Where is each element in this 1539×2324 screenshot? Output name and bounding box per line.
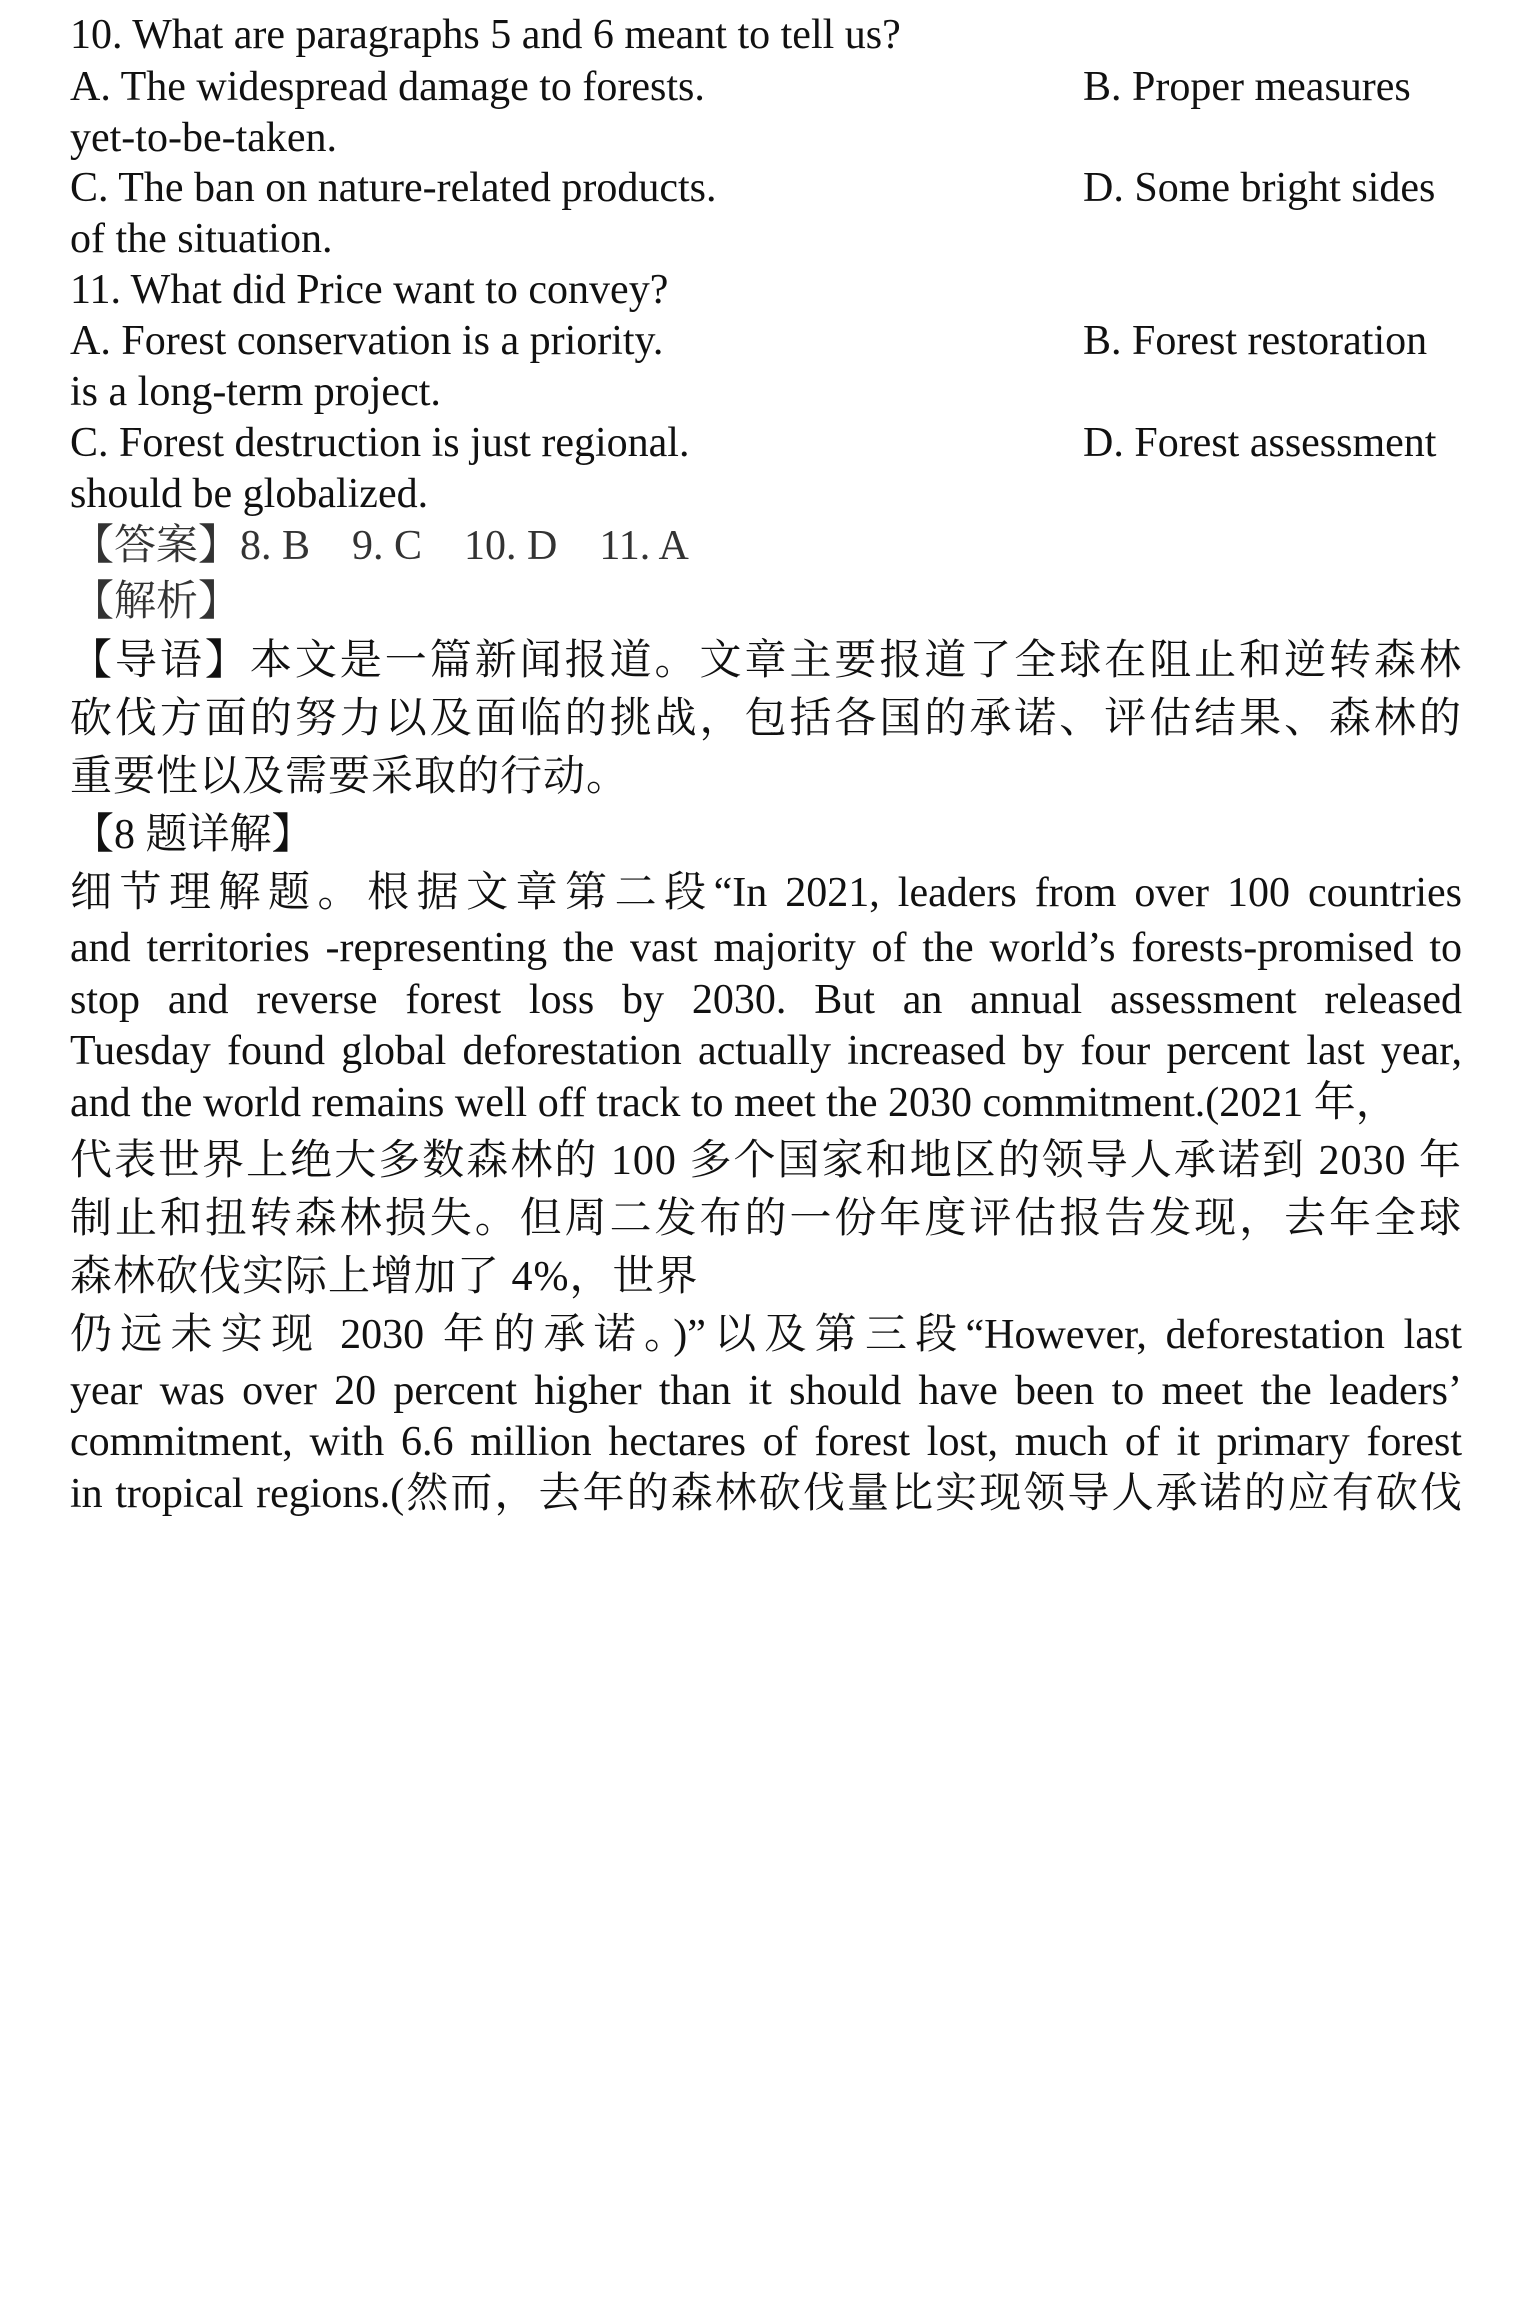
- question-10-option-a: A. The widespread damage to forests.: [70, 64, 705, 110]
- q8-line-8: 森林砍伐实际上增加了 4%，世界: [70, 1254, 699, 1300]
- question-11-option-d: D. Forest assessment: [1083, 420, 1437, 466]
- question-11-option-b-continued: is a long-term project.: [70, 369, 441, 415]
- q8-line-5: and the world remains well off track to meet the 2030 commitment.(2021 年，: [70, 1080, 1398, 1126]
- question-11-option-b: B. Forest restoration: [1083, 318, 1428, 364]
- q8-line-11: commitment, with 6.6 million hectares of forest lost, much of it primary forest: [70, 1419, 1462, 1465]
- question-8-label: 【8 题详解】: [72, 812, 314, 858]
- q8-line-3: stop and reverse forest loss by 2030. But an annual assessment released: [70, 977, 1462, 1023]
- question-11-option-a: A. Forest conservation is a priority.: [70, 318, 664, 364]
- intro-line-1: 【导语】本文是一篇新闻报道。文章主要报道了全球在阻止和逆转森林: [70, 638, 1462, 684]
- q8-line-6: 代表世界上绝大多数森林的 100 多个国家和地区的领导人承诺到 2030 年: [70, 1138, 1462, 1184]
- question-11-stem: 11. What did Price want to convey?: [70, 267, 669, 313]
- intro-line-3: 重要性以及需要采取的行动。: [70, 754, 630, 800]
- question-10-option-b-continued: yet-to-be-taken.: [70, 115, 338, 161]
- q8-line-4: Tuesday found global deforestation actually increased by four percent last year,: [70, 1028, 1462, 1074]
- q8-line-9: 仍远未实现 2030 年的承诺。)”以及第三段“However, deforestation last: [70, 1312, 1462, 1358]
- q8-line-10: year was over 20 percent higher than it should have been to meet the leaders’: [70, 1368, 1462, 1414]
- q8-line-1: 细节理解题。根据文章第二段“In 2021, leaders from over 100 countries: [70, 870, 1462, 916]
- question-10-option-c: C. The ban on nature-related products.: [70, 165, 717, 211]
- question-10-stem: 10. What are paragraphs 5 and 6 meant to tell us?: [70, 12, 901, 58]
- q8-line-7: 制止和扭转森林损失。但周二发布的一份年度评估报告发现，去年全球: [70, 1196, 1462, 1242]
- q8-line-12: in tropical regions.(然而，去年的森林砍伐量比实现领导人承诺的应有砍伐: [70, 1471, 1462, 1517]
- question-10-option-d: D. Some bright sides: [1083, 165, 1436, 211]
- question-10-option-b: B. Proper measures: [1083, 64, 1411, 110]
- q8-line-2: and territories -representing the vast majority of the world’s forests-promised to: [70, 925, 1462, 971]
- question-11-option-d-continued: should be globalized.: [70, 471, 429, 517]
- analysis-label: 【解析】: [72, 579, 241, 625]
- intro-line-2: 砍伐方面的努力以及面临的挑战，包括各国的承诺、评估结果、森林的: [70, 696, 1462, 742]
- question-11-option-c: C. Forest destruction is just regional.: [70, 420, 690, 466]
- answer-key: 【答案】8. B 9. C 10. D 11. A: [72, 523, 689, 569]
- question-10-option-d-continued: of the situation.: [70, 216, 333, 262]
